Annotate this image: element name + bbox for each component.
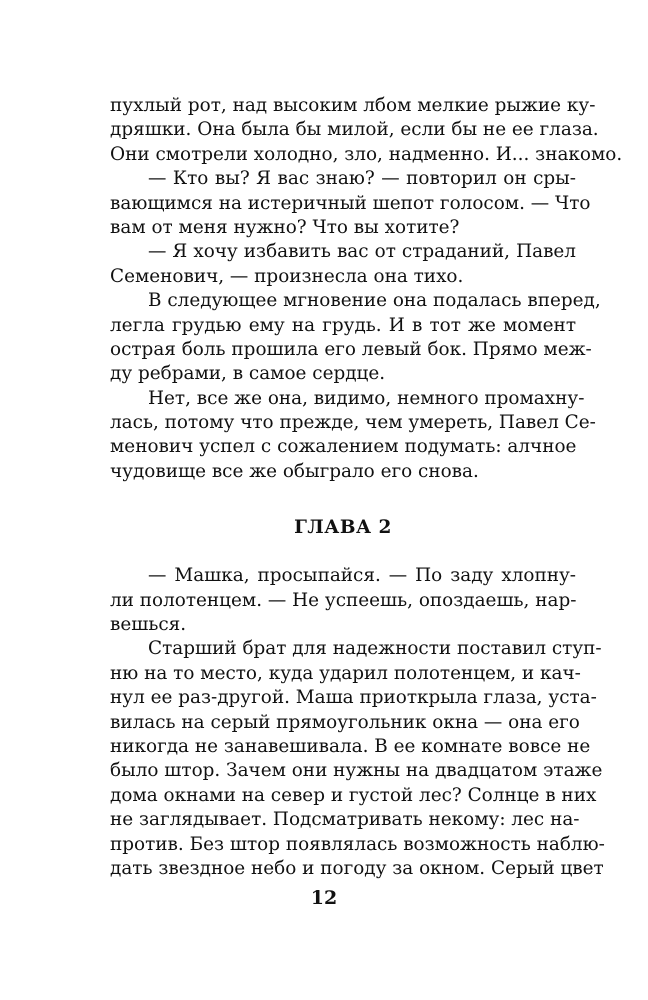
text-line: Семенович, — произнесла она тихо. xyxy=(110,265,464,287)
text-line: легла грудью ему на грудь. И в тот же момент xyxy=(110,314,576,336)
text-line: — Кто вы? Я вас знаю? — повторил он сры- xyxy=(148,168,576,190)
paragraph xyxy=(110,94,623,167)
paragraph xyxy=(110,387,596,485)
text-block xyxy=(110,94,623,881)
text-line: вилась на серый прямоугольник окна — она его xyxy=(110,711,580,733)
paragraph xyxy=(110,167,591,240)
text-line: чудовище все же обыграло его снова. xyxy=(110,460,479,482)
text-line: против. Без штор появлялась возможность наблю- xyxy=(110,833,605,855)
text-line: Они смотрели холодно, зло, надменно. И... знакомо. xyxy=(110,143,623,165)
paragraph xyxy=(110,564,576,637)
text-line: менович успел с сожалением подумать: алчное xyxy=(110,436,577,458)
text-line: вающимся на истеричный шепот голосом. — Что xyxy=(110,192,591,214)
text-line: острая боль прошила его левый бок. Прямо меж- xyxy=(110,338,592,360)
text-line: ли полотенцем. — Не успеешь, опоздаешь, нар- xyxy=(110,589,577,611)
text-line: вам от меня нужно? Что вы хотите? xyxy=(110,216,460,238)
text-line: никогда не занавешивала. В ее комнате вовсе не xyxy=(110,735,591,757)
paragraph xyxy=(110,637,605,881)
paragraph xyxy=(110,289,601,387)
paragraph xyxy=(110,240,576,289)
text-line: — Машка, просыпайся. — По заду хлопну- xyxy=(148,565,576,587)
text-line: пухлый рот, над высоким лбом мелкие рыжие ку- xyxy=(110,95,596,116)
text-line: В следующее мгновение она подалась вперед, xyxy=(148,290,601,312)
text-line: ню на то место, куда ударил полотенцем, и кач- xyxy=(110,662,581,684)
text-after-chapter xyxy=(110,564,605,881)
text-line: лась, потому что прежде, чем умереть, Павел Се- xyxy=(110,412,596,434)
text-line: вешься. xyxy=(110,614,187,636)
text-line: нул ее раз-другой. Маша приоткрыла глаза, уста- xyxy=(110,687,597,709)
text-line: — Я хочу избавить вас от страданий, Павел xyxy=(148,241,576,263)
chapter-heading: ГЛАВА 2 xyxy=(294,517,392,539)
text-line: было штор. Зачем они нужны на двадцатом этаже xyxy=(110,760,603,782)
text-line: дать звездное небо и погоду за окном. Серый цвет xyxy=(110,857,604,879)
text-line: ду ребрами, в самое сердце. xyxy=(110,363,386,385)
page-number: 12 xyxy=(310,887,338,909)
text-line: дряшки. Она была бы милой, если бы не ее глаза. xyxy=(110,119,599,141)
text-line: дома окнами на север и густой лес? Солнце в них xyxy=(110,784,597,806)
text-line: не заглядывает. Подсматривать некому: лес на- xyxy=(110,809,580,831)
text-line: Старший брат для надежности поставил ступ- xyxy=(148,638,602,660)
text-before-chapter xyxy=(110,94,623,484)
text-line: Нет, все же она, видимо, немного промахну- xyxy=(148,387,585,409)
